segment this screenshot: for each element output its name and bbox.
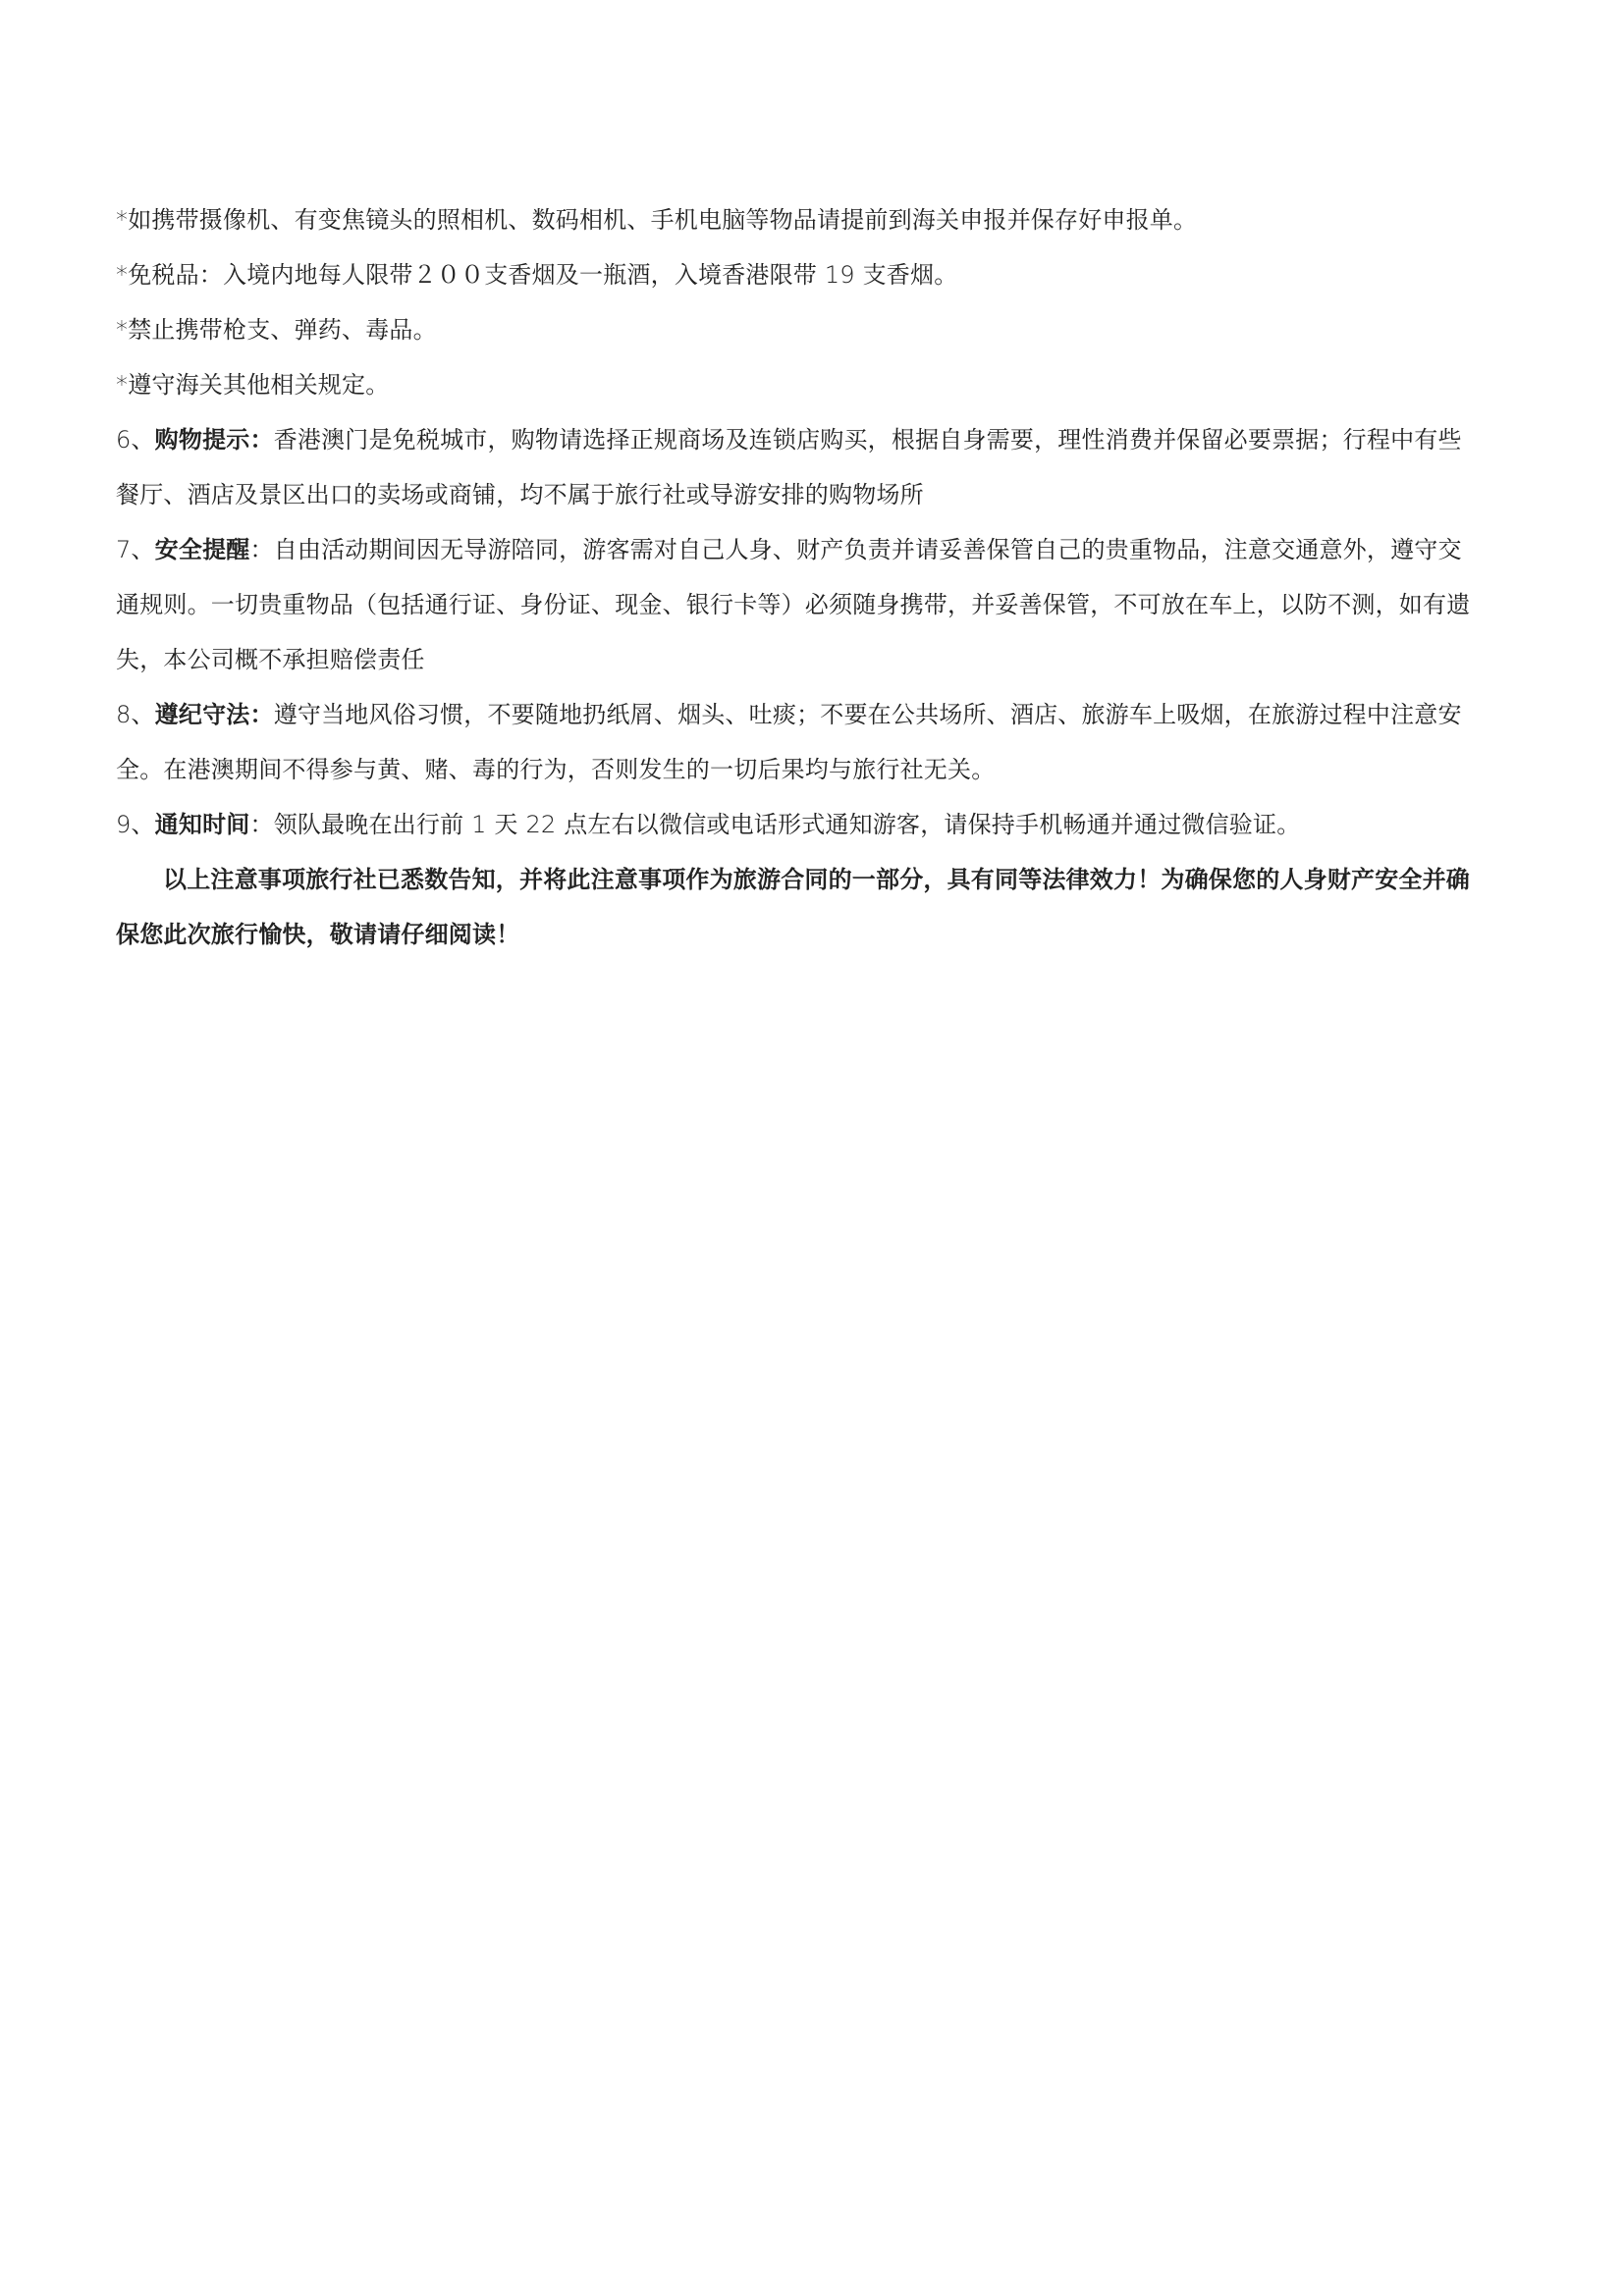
shopping-tips-line-2: 餐厅、酒店及景区出口的卖场或商铺，均不属于旅行社或导游安排的购物场所	[116, 481, 924, 508]
safety-reminder-line-2: 通规则。一切贵重物品（包括通行证、身份证、现金、银行卡等）必须随身携带，并妥善保管，不可放在车上，以防不测，如有遗	[116, 591, 1471, 618]
item-text: 遵守当地风俗习惯，不要随地扔纸屑、烟头、吐痰；不要在公共场所、酒店、旅游车上吸烟，在旅游过程中注意安	[273, 701, 1462, 728]
item-separator: ：	[249, 426, 274, 454]
item-title-law: 遵纪守法	[154, 701, 250, 728]
item-separator: ：	[249, 811, 274, 838]
item-separator: ：	[249, 701, 274, 728]
item-number: 7、	[116, 536, 155, 563]
item-separator: ：	[249, 536, 274, 563]
law-abiding-line-1	[116, 687, 1518, 742]
closing-statement-line-2: 保您此次旅行愉快，敬请请仔细阅读！	[116, 921, 520, 948]
safety-reminder-line-1	[116, 522, 1518, 577]
item-title-notification: 通知时间	[154, 811, 250, 838]
customs-prohibited-note: *禁止携带枪支、弹药、毒品。	[116, 316, 437, 344]
customs-camera-note: *如携带摄像机、有变焦镜头的照相机、数码相机、手机电脑等物品请提前到海关申报并保存好申报单。	[116, 206, 1198, 234]
law-abiding-line-2: 全。在港澳期间不得参与黄、赌、毒的行为，否则发生的一切后果均与旅行社无关。	[116, 756, 996, 783]
item-title-safety: 安全提醒	[154, 536, 250, 563]
customs-dutyfree-note: *免税品：入境内地每人限带２００支香烟及一瓶酒，入境香港限带 19 支香烟。	[116, 261, 958, 289]
customs-other-note: *遵守海关其他相关规定。	[116, 371, 390, 399]
item-title-shopping: 购物提示	[154, 426, 250, 454]
notification-time-line	[116, 797, 1518, 852]
item-text: 自由活动期间因无导游陪同，游客需对自己人身、财产负责并请妥善保管自己的贵重物品，注意交通意外，遵守交	[273, 536, 1462, 563]
item-text: 领队最晚在出行前 1 天 22 点左右以微信或电话形式通知游客，请保持手机畅通并通过微信验证。	[273, 811, 1301, 838]
safety-reminder-line-3: 失，本公司概不承担赔偿责任	[116, 646, 425, 673]
shopping-tips-line-1	[116, 412, 1518, 467]
item-number: 6、	[116, 426, 155, 454]
document-page	[116, 192, 1518, 962]
closing-statement-line-1: 以上注意事项旅行社已悉数告知，并将此注意事项作为旅游合同的一部分，具有同等法律效力！为确保您的人身财产安全并确	[163, 866, 1470, 893]
item-text: 香港澳门是免税城市，购物请选择正规商场及连锁店购买，根据自身需要，理性消费并保留必要票据；行程中有些	[273, 426, 1462, 454]
item-number: 9、	[116, 811, 155, 838]
item-number: 8、	[116, 701, 155, 728]
